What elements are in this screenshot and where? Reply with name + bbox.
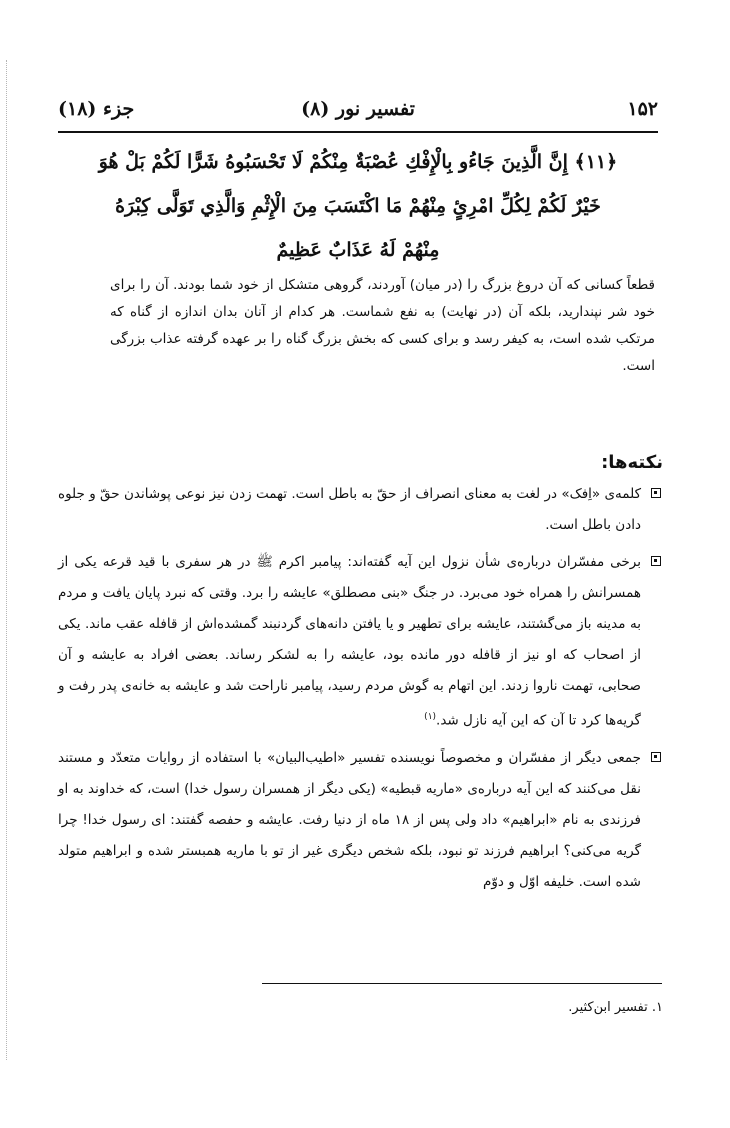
note-text: کلمه‌ی «اِفک» در لغت به معنای انصراف از حقّ به باطل است. تهمت زدن نیز نوعی پوشاندن حقّ و جلوه دادن باطل است. xyxy=(58,486,641,533)
square-bullet-icon xyxy=(651,752,661,762)
verse-line-3: مِنْهُمْ لَهُ عَذَابٌ عَظِيمٌ xyxy=(276,239,440,261)
verse-line-1-text: إِنَّ الَّذِينَ جَاءُو بِالْإِفْكِ عُصْبَةٌ مِنْكُمْ لَا تَحْسَبُوهُ شَرًّا لَكُمْ بَلْ هُوَ xyxy=(98,151,568,173)
verse-line-2: خَيْرٌ لَكُمْ لِكُلِّ امْرِئٍ مِنْهُمْ مَا اكْتَسَبَ مِنَ الْإِثْمِ وَالَّذِي تَوَلَّى كِبْرَهُ xyxy=(115,195,601,217)
square-bullet-icon xyxy=(651,556,661,566)
notes-body xyxy=(58,479,663,898)
quran-verse xyxy=(58,140,658,272)
margin-dotted-line xyxy=(6,60,9,1060)
note-item-2 xyxy=(58,547,663,737)
page-header xyxy=(58,98,658,132)
verse-translation: قطعاً کسانی که آن دروغ بزرگ را (در میان) آوردند، گروهی متشکل از خود شما بودند. آن را برای خود شر نپندارید، بلکه آن (در نهایت) به نفع شماست. هر کدام از آنان بدان اندازه از گناه که مرتکب شده است، به کیفر رسد و برای کسی که بخش بزرگ گناه را بر عهده گرفته عذاب بزرگی است. xyxy=(110,277,655,374)
verse-line-1 xyxy=(58,140,658,184)
book-title: تفسیر نور (۸) xyxy=(301,98,415,120)
notes-heading: نکته‌ها: xyxy=(601,452,663,473)
note-text: برخی مفسّران درباره‌ی شأن نزول این آیه گفته‌اند: پیامبر اکرم ﷺ در هر سفری با قید قرعه یکی از همسرانش را همراه خود می‌برد. در جنگ «بنی مصطلق» عایشه را برد. وقتی که نبرد پایان یافت و مردم به مدینه باز می‌گشتند، عایشه برای تطهیر و یا یافتن دانه‌های گردنبند گمشده‌اش از قافله عقب ماند. یکی از اصحاب که او نیز از قافله دور مانده بود، عایشه را به لشکر رساند. بعضی افراد به عایشه و آن صحابی، تهمت ناروا زدند. این اتهام به گوش مردم رسید، پیامبر ناراحت شد و عایشه به خانه‌ی پدر رفت و گریه‌ها کرد تا آن که این آیه نازل شد. xyxy=(58,554,641,729)
part-label: جزء (۱۸) xyxy=(58,98,135,120)
footnote: ۱. تفسیر ابن‌کثیر. xyxy=(568,1000,663,1015)
note-item-1 xyxy=(58,479,663,541)
square-bullet-icon xyxy=(651,488,661,498)
footnote-reference: (۱) xyxy=(424,712,437,722)
note-text: جمعی دیگر از مفسّران و مخصوصاً نویسنده تفسیر «اطیب‌البیان» با استفاده از روایات متعدّد و مستند نقل می‌کنند که این آیه درباره‌ی «ماریه قبطیه» (یکی دیگر از همسران رسول خدا) است، که خداوند به او فرزندی به نام «ابراهیم» داد ولی پس از ۱۸ ماه از دنیا رفت. عایشه و حفصه گفتند: ای رسول خدا! چرا گریه می‌کنی؟ ابراهیم فرزند تو نبود، بلکه شخص دیگری غیر از تو با ماریه همبستر شده و ابراهیم متولد شده است. خلیفه اوّل و دوّم xyxy=(58,749,641,890)
verse-number: ﴿۱۱﴾ xyxy=(574,151,618,173)
page-number: ۱۵۲ xyxy=(627,98,658,120)
footnote-separator xyxy=(262,983,662,984)
header-rule xyxy=(58,131,658,133)
note-item-3 xyxy=(58,743,663,898)
